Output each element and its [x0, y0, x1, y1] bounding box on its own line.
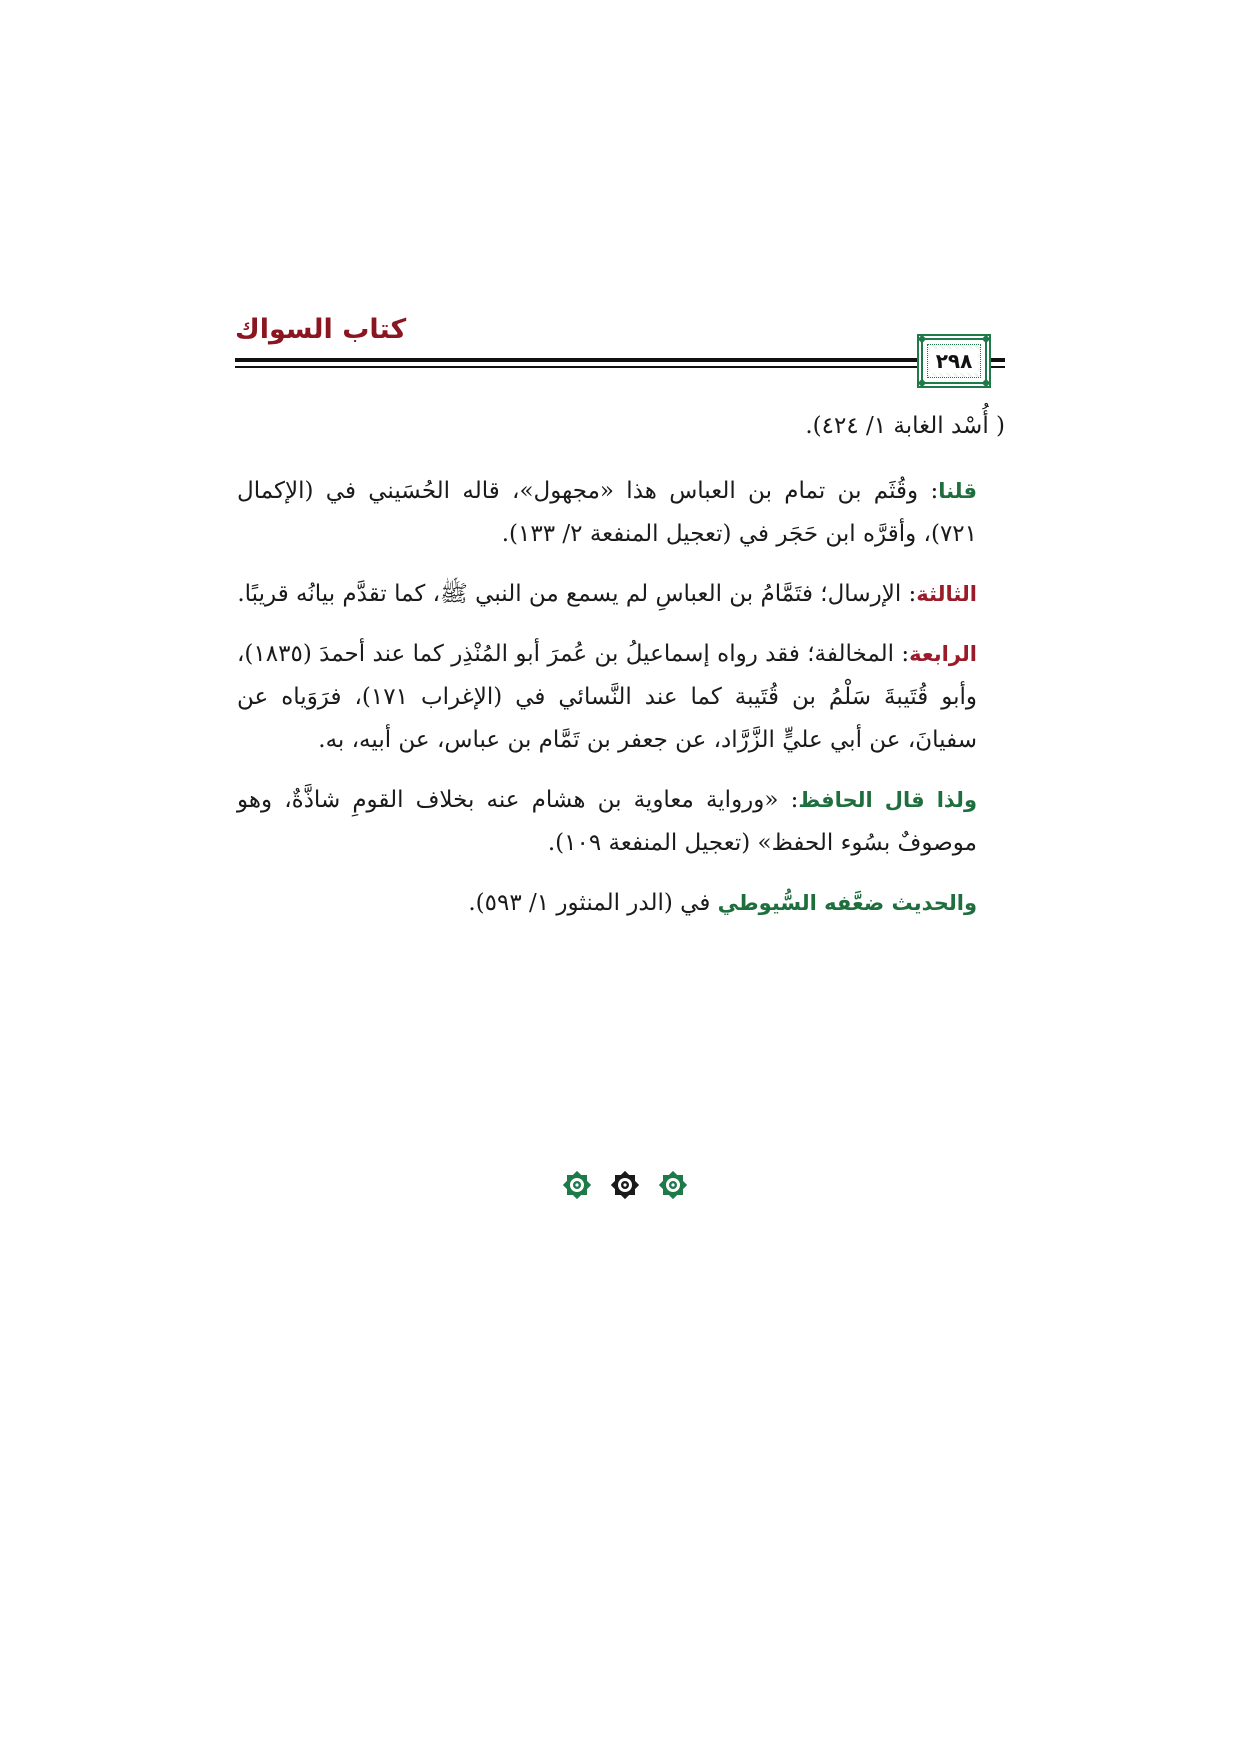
paragraph-fourth [237, 633, 1005, 762]
header-rule-thick [235, 358, 1005, 362]
paragraph-lead: والحديث ضعَّفه السُّيوطي [717, 891, 977, 915]
badge-corner [918, 379, 926, 387]
paragraph-hafiz [237, 779, 1005, 865]
page-number: ٢٩٨ [930, 349, 979, 373]
paragraph-lead: ولذا قال الحافظ [798, 788, 977, 812]
page-header [235, 316, 1005, 400]
paragraph-text: : الإرسال؛ فتَمَّامُ بن العباسِ لم يسمع من النبي ﷺ، كما تقدَّم بيانُه قريبًا. [237, 581, 917, 607]
section-end-ornaments [560, 1165, 690, 1205]
paragraph-text: : المخالفة؛ فقد رواه إسماعيلُ بن عُمرَ أبو المُنْذِر كما عند أحمدَ (١٨٣٥)، وأبو قُتَيبةَ سَلْمُ بن قُتَيبة كما عند النَّسائي في (الإغراب ١٧١)، فرَوَياه عن سفيانَ، عن أبي عليٍّ الزَّرَّاد، عن جعفر بن تَمَّام بن عباس، عن أبيه، به. [237, 641, 977, 753]
paragraph-reference [237, 405, 1005, 448]
paragraph-text: ( أُسْد الغابة ١/ ٤٢٤). [805, 413, 1005, 439]
star-flower-icon [656, 1168, 690, 1202]
paragraph-qulna [237, 470, 1005, 556]
star-flower-icon [560, 1168, 594, 1202]
paragraph-lead: الثالثة [916, 582, 977, 606]
paragraph-text: : وقُثَم بن تمام بن العباس هذا «مجهول»، قاله الحُسَيني في (الإكمال ٧٢١)، وأقرَّه ابن حَجَر في (تعجيل المنفعة ٢/ ١٣٣). [237, 478, 977, 547]
badge-corner [918, 335, 926, 343]
header-rule-thin [235, 366, 1005, 368]
book-title: كتاب السواك [235, 314, 407, 345]
paragraph-lead: قلنا [938, 479, 977, 503]
paragraph-text: في (الدر المنثور ١/ ٥٩٣). [468, 890, 718, 916]
paragraph-third [237, 573, 1005, 616]
paragraph-lead: الرابعة [909, 642, 977, 666]
badge-corner [982, 335, 990, 343]
page-number-badge [921, 338, 987, 384]
paragraph-text: : «ورواية معاوية بن هشام عنه بخلاف القومِ شاذَّةٌ، وهو موصوفٌ بسُوء الحفظ» (تعجيل المنفعة ١٠٩). [237, 787, 977, 856]
page-body [237, 405, 1005, 942]
star-flower-icon [608, 1168, 642, 1202]
badge-corner [982, 379, 990, 387]
paragraph-suyuti [237, 882, 1005, 925]
